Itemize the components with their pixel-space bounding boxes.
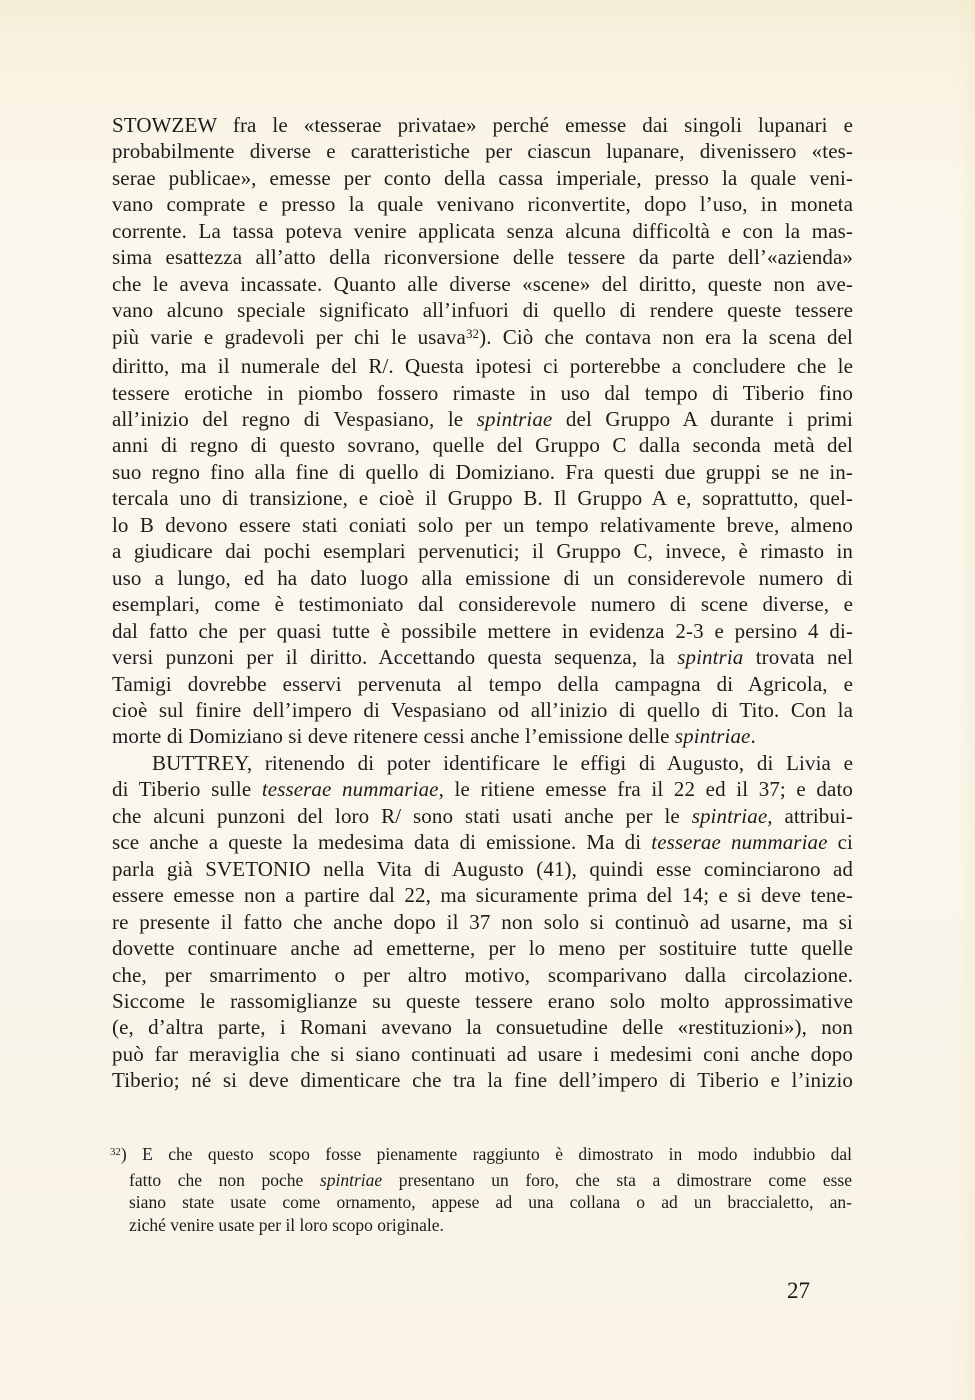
text-line: all’inizio del regno di Vespasiano, le spintriae del Gruppo A durante i primi [112,406,853,431]
text-line: a giudicare dai pochi esemplari pervenutici; il Gruppo C, invece, è rimasto in [112,539,853,564]
text-line: STOWZEW fra le «tesserae privatae» perché emesse dai singoli lupanari e [112,113,853,137]
main-text-block [112,112,853,1094]
text-line: BUTTREY, ritenendo di poter identificare le effigi di Augusto, di Livia e [152,750,853,775]
text-line: che, per smarrimento o per altro motivo, scomparivano dalla circolazione. [112,962,853,987]
text-line: morte di Domiziano si deve ritenere cessi anche l’emissione delle spintriae. [112,724,756,749]
text-line: tessere erotiche in piombo fossero rimaste in uso dal tempo di Tiberio fino [112,380,853,405]
text-line: può far meraviglia che si siano continuati ad usare i medesimi coni anche dopo [112,1041,853,1066]
text-line: di Tiberio sulle tesserae nummariae, le ritiene emesse fra il 22 ed il 37; e dato [112,777,853,802]
text-line: vano alcuno speciale significato all’infuori di quello di rendere queste tessere [112,298,853,323]
text-line: versi punzoni per il diritto. Accettando questa sequenza, la spintria trovata nel [112,645,853,670]
text-line: anni di regno di questo sovrano, quelle del Gruppo C dalla seconda metà del [112,433,853,458]
text-line: fatto che non poche spintriae presentano un foro, che sta a dimostrare come esse [129,1169,852,1190]
text-line: sima esattezza all’atto della riconversione delle tessere da parte dell’«azienda» [112,245,853,270]
text-line: che le aveva incassate. Quanto alle diverse «scene» del diritto, queste non ave- [112,271,853,296]
text-line: esemplari, come è testimoniato dal considerevole numero di scene diverse, e [112,592,853,617]
text-line: $^{32}$) E che questo scopo fosse pienamente raggiunto è dimostrato in modo indubbio dal [110,1144,852,1164]
text-line: più varie e gradevoli per chi le usava$^{32}$). Ciò che contava non era la scena del [112,324,853,349]
text-line: Tiberio; né si deve dimenticare che tra la fine dell’impero di Tiberio e l’inizio [112,1068,853,1093]
text-line: ziché venire usate per il loro scopo originale. [129,1214,444,1235]
text-line: cioè sul finire dell’impero di Vespasiano od all’inizio di quello di Tito. Con la [112,697,853,722]
text-line: uso a lungo, ed ha dato luogo alla emissione di un considerevole numero di [112,565,853,590]
text-line: dovette continuare anche ad emetterne, per lo meno per sostituire tutte quelle [112,936,853,961]
text-line: re presente il fatto che anche dopo il 37 non solo si continuò ad usarne, ma si [112,909,853,934]
text-line: Tamigi dovrebbe esservi pervenuta al tempo della campagna di Agricola, e [112,671,853,696]
text-line: diritto, ma il numerale del R/. Questa ipotesi ci porterebbe a concludere che le [112,354,853,379]
text-line: vano comprate e presso la quale venivano riconvertite, dopo l’uso, in moneta [112,192,853,217]
page-number: 27 [787,1278,810,1303]
text-line: parla già SVETONIO nella Vita di Augusto (41), quindi esse cominciarono ad [112,856,853,881]
text-line: serae publicae», emesse per conto della cassa imperiale, presso la quale veni- [112,165,853,190]
text-line: che alcuni punzoni del loro R/ sono stati usati anche per le spintriae, attribui- [112,803,853,828]
text-line: corrente. La tassa poteva venire applicata senza alcuna difficoltà e con la mas- [112,218,853,243]
text-line: probabilmente diverse e caratteristiche per ciascun lupanare, divenissero «tes- [112,139,853,164]
text-line: dal fatto che per quasi tutte è possibile mettere in evidenza 2-3 e persino 4 di- [112,618,853,643]
text-line: essere emesse non a partire dal 22, ma sicuramente prima del 14; e si deve tene- [112,883,853,908]
text-line: suo regno fino alla fine di quello di Domiziano. Fra questi due gruppi se ne in- [112,459,853,484]
text-line: tercala uno di transizione, e cioè il Gruppo B. Il Gruppo A e, soprattutto, quel- [112,486,853,511]
footnote-block [110,1143,852,1236]
text-line: (e, d’altra parte, i Romani avevano la consuetudine delle «restituzioni»), non [112,1015,853,1040]
text-line: siano state usate come ornamento, appese ad una collana o ad un braccialetto, an- [129,1192,852,1213]
text-line: Siccome le rassomiglianze su queste tessere erano solo molto approssimative [112,988,853,1013]
text-line: lo B devono essere stati coniati solo per un tempo relativamente breve, almeno [112,512,853,537]
text-line: sce anche a queste la medesima data di emissione. Ma di tesserae nummariae ci [112,830,853,855]
